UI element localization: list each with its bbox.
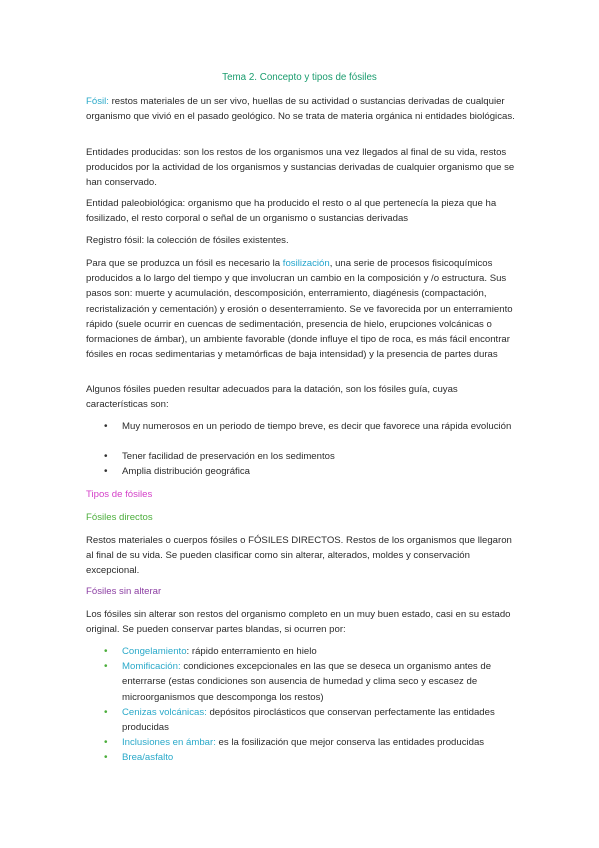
- bullet-icon: •: [104, 706, 108, 718]
- list-item: • Inclusiones en ámbar: es la fosilización que mejor conserva las entidades producidas: [104, 735, 518, 750]
- term-fosil: Fósil:: [86, 96, 109, 107]
- list-item: • Momificación: condiciones excepcionales en las que se deseca un organismo antes de enterrarse (estas condiciones son ausencia de humedad y clima seco y escasez de microorganismos que descomponga los restos): [104, 661, 492, 703]
- fosil-definition: restos materiales de un ser vivo, huellas de su actividad o sustancias derivadas de cualquier organismo que vivió en el pasado geológico. No se trata de materia orgánica ni entidades biológicas.: [86, 96, 515, 123]
- paragraph-fosilizacion: [86, 256, 518, 362]
- list-item: • Congelamiento: rápido enterramiento en hielo: [104, 644, 518, 659]
- paragraph-entidades-producidas: Entidades producidas: son los restos de los organismos una vez llegados al final de su vida, restos producidos por la actividad de los organismos y sustancias derivadas de cualquier organismo que se han conservado.: [86, 147, 515, 189]
- fosilizacion-body: , una serie de procesos fisicoquímicos producidos a lo largo del tiempo y que involucran un cambio en la composición y /o estructura. Sus pasos son: muerte y acumulación, descomposición, enterramiento, diagénesis (compactación, recristalización y cementación) y erosión o desenterramiento. Se ve favorecida por un enterramiento rápido (suele ocurrir en cuencas de sedimentación, presencia de hielo, erupciones volcánicas o formaciones de ámbar), un ambiente favorable (donde influye el tipo de roca, es más fácil encontrar fósiles en rocas sedimentarias y metamórficas de baja intensidad) y la presencia de partes duras: [86, 258, 513, 361]
- heading-tipos-fosiles: Tipos de fósiles: [86, 489, 153, 500]
- paragraph-registro-fosil: Registro fósil: la colección de fósiles existentes.: [86, 235, 289, 246]
- list-item: • Cenizas volcánicas: depósitos piroclásticos que conservan perfectamente las entidades producidas: [104, 706, 495, 734]
- list-item: • Muy numerosos en un periodo de tiempo breve, es decir que favorece una rápida evolución: [104, 419, 518, 449]
- bullet-icon: •: [104, 661, 108, 673]
- list-item: • Amplia distribución geográfica: [104, 464, 518, 479]
- bullet-icon: •: [104, 421, 108, 432]
- heading-fosiles-sin-alterar: Fósiles sin alterar: [86, 586, 162, 597]
- term-fosilizacion: fosilización: [282, 258, 330, 269]
- paragraph-fosiles-directos: Restos materiales o cuerpos fósiles o FÓSILES DIRECTOS. Restos de los organismos que llegaron al final de su vida. Se pueden clasificar como sin alterar, alterados, moldes y conservación excepcional.: [86, 535, 512, 577]
- fosilizacion-intro: Para que se produzca un fósil es necesario la: [86, 258, 283, 269]
- list-conservacion: [104, 644, 518, 766]
- list-item: • Brea/asfalto: [104, 750, 518, 765]
- bullet-icon: •: [104, 737, 108, 749]
- bullet-icon: •: [104, 451, 108, 462]
- paragraph-fosil: [86, 94, 518, 124]
- list-caracteristicas: [104, 419, 518, 479]
- page-title: Tema 2. Concepto y tipos de fósiles: [222, 72, 377, 83]
- list-item: • Tener facilidad de preservación en los sedimentos: [104, 449, 518, 464]
- heading-fosiles-directos: Fósiles directos: [86, 512, 153, 523]
- paragraph-sin-alterar: Los fósiles sin alterar son restos del organismo completo en un muy buen estado, casi en su estado original. Se pueden conservar partes blandas, si ocurren por:: [86, 609, 511, 636]
- paragraph-entidad-paleobiologica: Entidad paleobiológica: organismo que ha producido el resto o al que pertenecía la pieza que ha fosilizado, el resto corporal o señal de un organismo o sustancias derivadas: [86, 198, 497, 225]
- bullet-icon: •: [104, 752, 108, 764]
- bullet-icon: •: [104, 466, 108, 478]
- paragraph-fosiles-guia: Algunos fósiles pueden resultar adecuados para la datación, son los fósiles guía, cuyas características son:: [86, 384, 458, 411]
- bullet-icon: •: [104, 646, 108, 657]
